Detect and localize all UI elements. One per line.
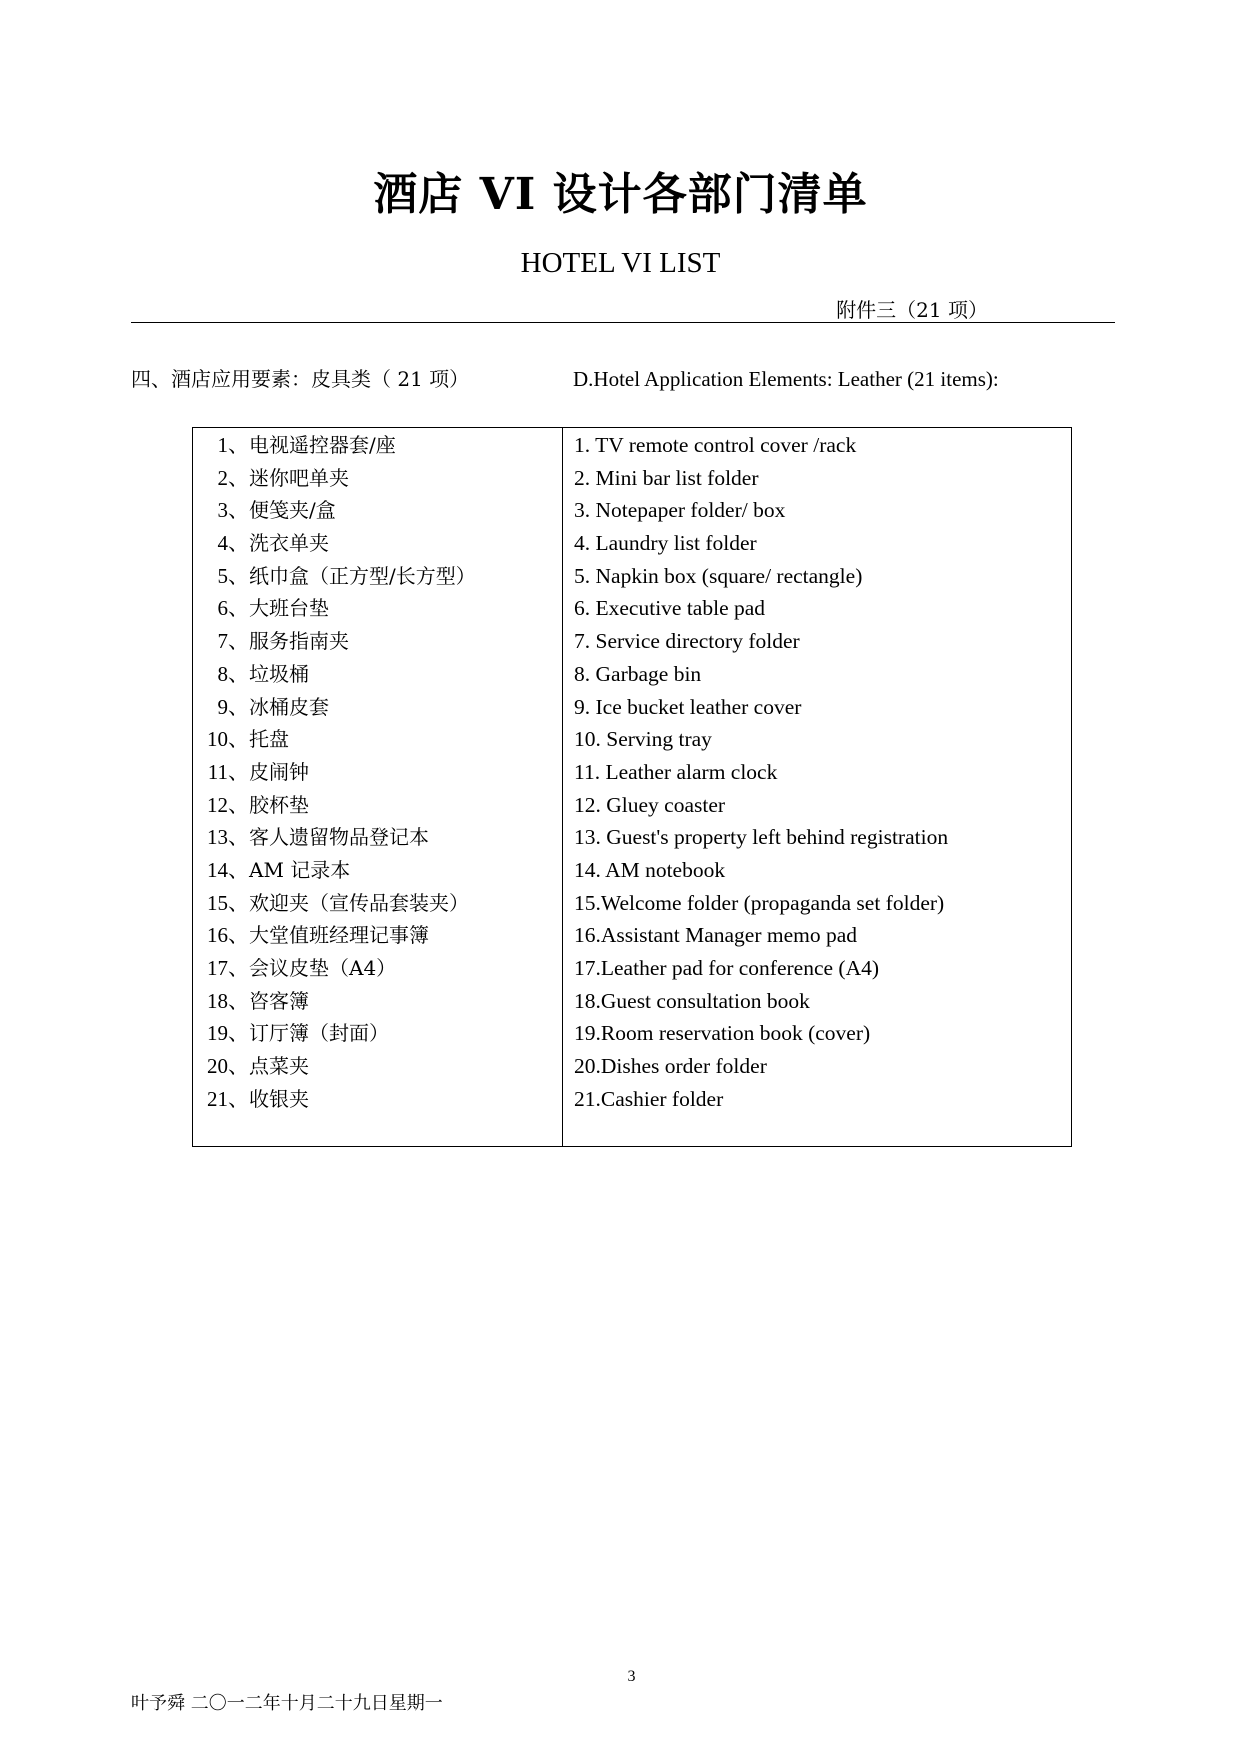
item-row-zh <box>193 462 561 495</box>
item-label-en: 17.Leather pad for conference (A4) <box>574 956 880 980</box>
item-number: 6、 <box>217 596 249 621</box>
item-label-en: 16.Assistant Manager memo pad <box>574 923 858 948</box>
item-number: 16、 <box>207 923 249 948</box>
item-label-zh: 冰桶皮套 <box>249 694 329 719</box>
item-label-en: 15.Welcome folder (propaganda set folder) <box>574 890 945 915</box>
item-row-zh <box>193 887 561 920</box>
item-row-zh <box>193 494 561 527</box>
item-number: 10、 <box>207 727 249 752</box>
item-label-en: 20.Dishes order folder <box>574 1054 767 1079</box>
item-number: 12、 <box>207 792 249 817</box>
item-row-zh <box>193 1050 561 1083</box>
column-divider <box>562 428 563 1146</box>
item-label-zh: 点菜夹 <box>249 1054 309 1079</box>
page-subtitle: HOTEL VI LIST <box>520 247 721 279</box>
item-label-en: 21.Cashier folder <box>574 1086 724 1111</box>
item-label-en: 11. Leather alarm clock <box>574 759 778 784</box>
item-label-en: 6. Executive table pad <box>574 596 766 621</box>
item-label-en: 8. Garbage bin <box>574 661 702 686</box>
item-number: 7、 <box>217 629 249 654</box>
item-label-zh: 便笺夹/盒 <box>249 498 336 523</box>
item-row-zh <box>193 919 561 952</box>
item-label-zh: AM 记录本 <box>249 857 351 882</box>
item-number: 11、 <box>207 759 249 784</box>
item-label-zh: 客人遗留物品登记本 <box>249 825 429 850</box>
item-label-zh: 订厅簿（封面） <box>249 1021 389 1046</box>
item-number: 18、 <box>207 988 249 1013</box>
item-number: 15、 <box>207 890 249 915</box>
item-label-en: 14. AM notebook <box>574 857 726 882</box>
item-number: 21、 <box>207 1086 249 1111</box>
chinese-items-column <box>193 429 561 1115</box>
item-label-zh: 迷你吧单夹 <box>249 465 349 490</box>
item-label-en: 1. TV remote control cover /rack <box>574 433 857 457</box>
attachment-label: 附件三（21 项） <box>836 298 988 322</box>
item-row-zh <box>193 1017 561 1050</box>
item-label-en: 9. Ice bucket leather cover <box>574 694 802 719</box>
item-label-zh: 胶杯垫 <box>249 792 309 817</box>
item-row-zh <box>193 821 561 854</box>
item-row-zh <box>193 560 561 593</box>
item-number: 17、 <box>207 956 249 980</box>
item-label-en: 10. Serving tray <box>574 727 712 752</box>
item-label-zh: 大班台垫 <box>249 596 329 621</box>
item-row-zh <box>193 691 561 724</box>
item-number: 8、 <box>217 661 249 686</box>
item-number: 1、 <box>217 433 249 457</box>
item-label-en: 18.Guest consultation book <box>574 988 810 1013</box>
item-row-zh <box>193 527 561 560</box>
item-row-zh <box>193 429 561 462</box>
item-label-zh: 托盘 <box>249 727 289 752</box>
item-row-zh <box>193 985 561 1018</box>
item-number: 9、 <box>217 694 249 719</box>
item-label-en: 4. Laundry list folder <box>574 531 757 556</box>
item-number: 13、 <box>207 825 249 850</box>
item-label-zh: 皮闹钟 <box>249 759 309 784</box>
item-number: 2、 <box>217 465 249 490</box>
item-label-zh: 垃圾桶 <box>249 661 309 686</box>
item-label-zh: 电视遥控器套/座 <box>249 433 396 457</box>
item-number: 19、 <box>207 1021 249 1046</box>
header-rule <box>131 322 1115 323</box>
item-label-zh: 收银夹 <box>249 1086 309 1111</box>
item-label-en: 19.Room reservation book (cover) <box>574 1021 871 1046</box>
footer-author-date: 叶予舜 二〇一二年十月二十九日星期一 <box>131 1693 443 1714</box>
item-row-zh <box>193 952 561 985</box>
item-number: 14、 <box>207 857 249 882</box>
item-label-en: 5. Napkin box (square/ rectangle) <box>574 563 863 588</box>
item-label-zh: 咨客簿 <box>249 988 309 1013</box>
section-heading-zh: 四、酒店应用要素：皮具类（ 21 项） <box>131 367 470 391</box>
item-row-zh <box>193 723 561 756</box>
item-label-en: 13. Guest's property left behind registration <box>574 825 949 850</box>
item-number: 3、 <box>217 498 249 523</box>
item-label-en: 12. Gluey coaster <box>574 792 726 817</box>
item-label-en: 3. Notepaper folder/ box <box>574 498 786 523</box>
item-row-zh <box>193 854 561 887</box>
item-label-en: 2. Mini bar list folder <box>574 465 759 490</box>
item-number: 20、 <box>207 1054 249 1079</box>
item-number: 4、 <box>217 531 249 556</box>
item-label-zh: 服务指南夹 <box>249 629 349 654</box>
item-row-zh <box>193 658 561 691</box>
item-number: 5、 <box>217 563 249 588</box>
item-label-zh: 会议皮垫（A4） <box>249 956 397 980</box>
english-items-column <box>574 429 1064 1115</box>
page-number: 3 <box>627 1668 636 1685</box>
item-label-zh: 纸巾盒（正方型/长方型） <box>249 563 476 588</box>
item-label-zh: 洗衣单夹 <box>249 531 329 556</box>
item-row-zh <box>193 625 561 658</box>
item-label-zh: 大堂值班经理记事簿 <box>249 923 429 948</box>
section-heading-en: D.Hotel Application Elements: Leather (21 items): <box>573 367 999 391</box>
item-label-zh: 欢迎夹（宣传品套装夹） <box>249 890 469 915</box>
item-row-zh <box>193 756 561 789</box>
items-table <box>192 427 1072 1147</box>
page-title: 酒店 VI 设计各部门清单 <box>373 169 868 220</box>
item-row-zh <box>193 789 561 822</box>
item-row-zh <box>193 1083 561 1116</box>
item-row-zh <box>193 592 561 625</box>
item-label-en: 7. Service directory folder <box>574 629 800 654</box>
